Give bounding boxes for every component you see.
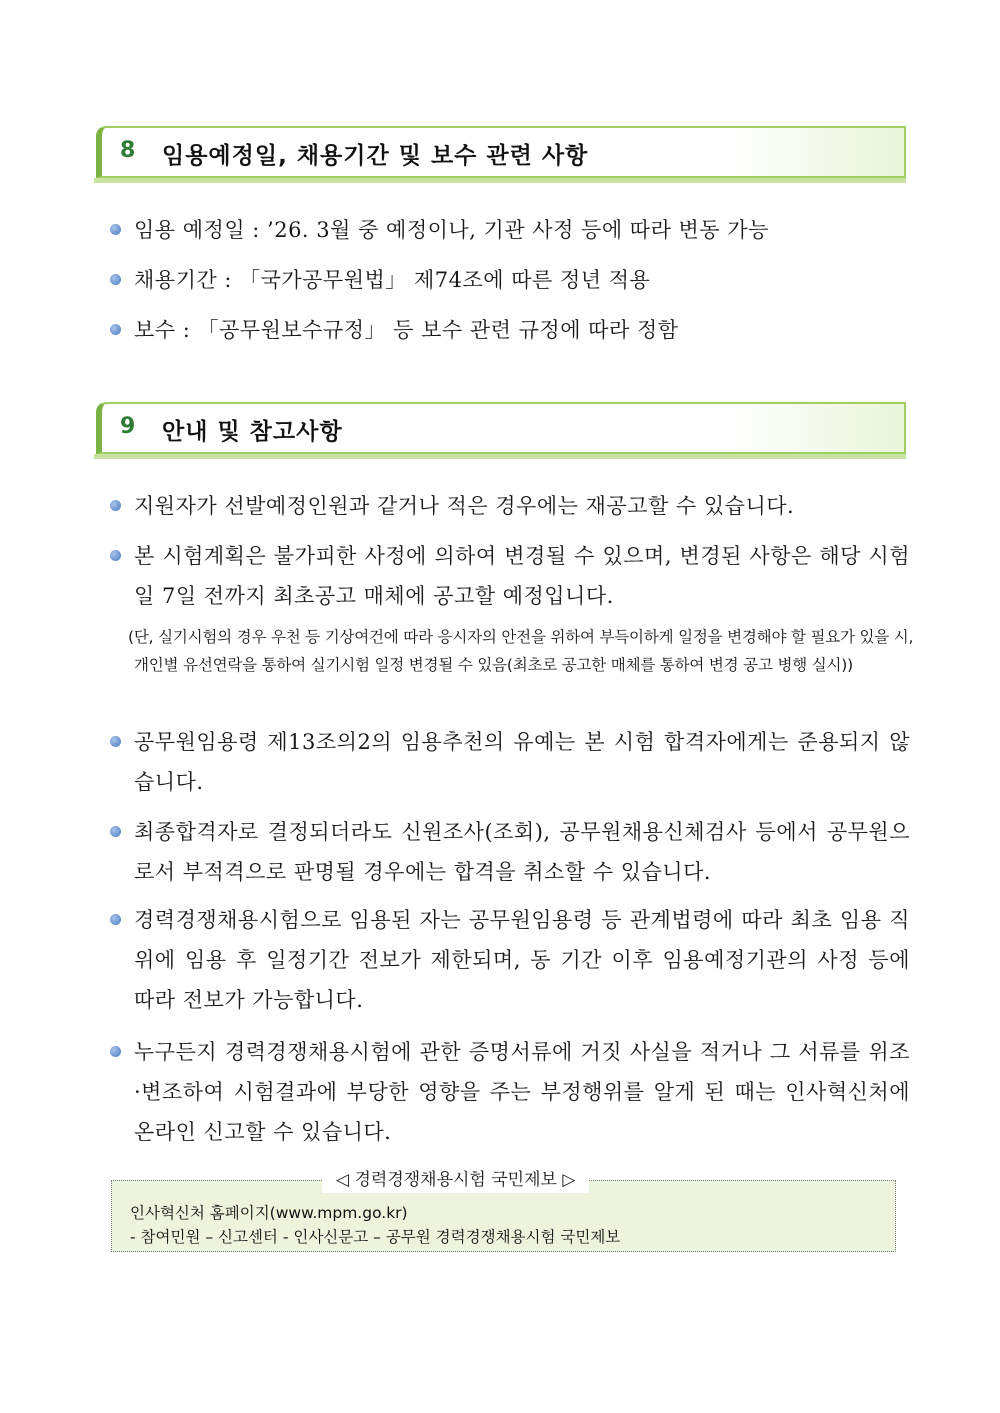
list-item: 본 시험계획은 불가피한 사정에 의하여 변경될 수 있으며, 변경된 사항은 해당 시험일 7일 전까지 최초공고 매체에 공고할 예정입니다.: [110, 536, 910, 616]
list-item: 지원자가 선발예정인원과 같거나 적은 경우에는 재공고할 수 있습니다.: [110, 486, 910, 526]
list-item: 채용기간 : 「국가공무원법」 제74조에 따른 정년 적용: [110, 260, 910, 300]
list-item: 누구든지 경력경쟁채용시험에 관한 증명서류에 거짓 사실을 적거나 그 서류를 위조·변조하여 시험결과에 부당한 영향을 주는 부정행위를 알게 된 때는 인사혁신처에 온라인 신고할 수 있습니다.: [110, 1032, 910, 1152]
section-8-header: [96, 126, 906, 178]
bullet-icon: [110, 324, 121, 335]
list-item: 보수 : 「공무원보수규정」 등 보수 관련 규정에 따라 정함: [110, 310, 910, 350]
schedule-change-note: (단, 실기시험의 경우 우천 등 기상여건에 따라 응시자의 안전을 위하여 부득이하게 일정을 변경해야 할 필요가 있을 시, 개인별 유선연락을 통하여 실기시험 일정 변경될 수 있음(최초로 공고한 매체를 통하여 변경 공고 병행 실시)): [128, 628, 914, 674]
bullet-icon: [110, 550, 121, 561]
bullet-icon: [110, 914, 121, 925]
bullet-icon: [110, 826, 121, 837]
list-item: 공무원임용령 제13조의2의 임용추천의 유예는 본 시험 합격자에게는 준용되지 않습니다.: [110, 722, 910, 802]
list-item: 최종합격자로 결정되더라도 신원조사(조회), 공무원채용신체검사 등에서 공무원으로서 부적격으로 판명될 경우에는 합격을 취소할 수 있습니다.: [110, 812, 910, 892]
bullet-icon: [110, 1046, 121, 1057]
section-title: 임용예정일, 채용기간 및 보수 관련 사항: [162, 143, 589, 169]
bullet-icon: [110, 736, 121, 747]
list-item: 임용 예정일 : ’26. 3월 중 예정이나, 기관 사정 등에 따라 변동 가능: [110, 210, 910, 250]
bullet-icon: [110, 224, 121, 235]
section-number: 8: [120, 138, 136, 163]
section-number: 9: [120, 414, 136, 439]
bullet-icon: [110, 500, 121, 511]
list-item: 경력경쟁채용시험으로 임용된 자는 공무원임용령 등 관계법령에 따라 최초 임용 직위에 임용 후 일정기간 전보가 제한되며, 동 기간 이후 임용예정기관의 사정 등에 따라 전보가 가능합니다.: [110, 900, 910, 1020]
report-menu-path: - 참여민원 – 신고센터 - 인사신문고 – 공무원 경력경쟁채용시험 국민제보: [130, 1228, 621, 1246]
report-homepage: 인사혁신처 홈페이지(www.mpm.go.kr): [130, 1204, 408, 1222]
section-title: 안내 및 참고사항: [162, 419, 343, 445]
report-box-title: ◁ 경력경쟁채용시험 국민제보 ▷: [322, 1167, 589, 1193]
section-9-header: [96, 402, 906, 454]
bullet-icon: [110, 274, 121, 285]
